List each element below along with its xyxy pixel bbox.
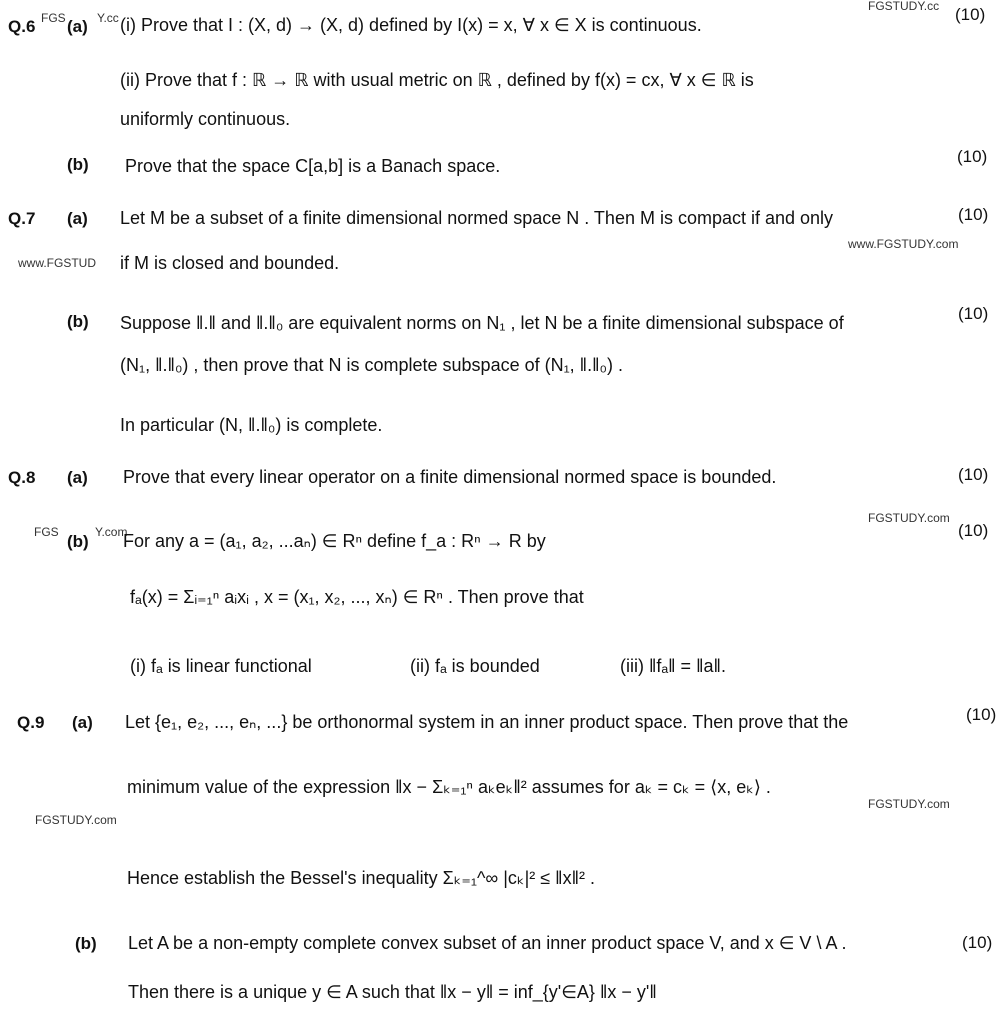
- part-label: (b): [75, 934, 97, 953]
- question-number: Q.9: [17, 713, 45, 732]
- marks: (10): [958, 205, 989, 224]
- question-text: For any a = (a₁, a₂, ...aₙ) ∈ Rⁿ define f_a : Rⁿ → R by: [123, 531, 546, 551]
- watermark: FGS: [34, 525, 59, 539]
- sub-part: (iii) ‖fₐ‖ = ‖a‖.: [620, 656, 726, 676]
- sub-part: (i) fₐ is linear functional: [130, 656, 312, 676]
- marks: (10): [958, 304, 989, 323]
- watermark: FGS: [41, 11, 66, 25]
- question-text: (N₁, ‖.‖₀) , then prove that N is complete subspace of (N₁, ‖.‖₀) .: [120, 355, 624, 375]
- marks: (10): [955, 5, 986, 24]
- question-text: Let M be a subset of a finite dimensional normed space N . Then M is compact if and only: [120, 208, 834, 228]
- question-number: Q.7: [8, 209, 36, 228]
- question-text: Let A be a non-empty complete convex subset of an inner product space V, and x ∈ V \ A .: [128, 933, 847, 953]
- watermark: www.FGSTUD: [18, 256, 96, 270]
- question-text: (i) Prove that I : (X, d) → (X, d) defined by I(x) = x, ∀ x ∈ X is continuous.: [120, 15, 702, 35]
- question-number: Q.8: [8, 468, 36, 487]
- watermark: FGSTUDY.com: [868, 797, 950, 811]
- question-text: if M is closed and bounded.: [120, 253, 340, 273]
- question-text: In particular (N, ‖.‖₀) is complete.: [120, 415, 383, 435]
- part-label: (b): [67, 532, 89, 551]
- watermark: FGSTUDY.com: [868, 511, 950, 525]
- question-text: Prove that every linear operator on a finite dimensional normed space is bounded.: [123, 467, 777, 487]
- marks: (10): [957, 147, 988, 166]
- marks: (10): [958, 521, 989, 540]
- watermark: www.FGSTUDY.com: [848, 237, 959, 251]
- watermark: FGSTUDY.com: [35, 813, 117, 827]
- marks: (10): [962, 933, 993, 952]
- question-text: fₐ(x) = Σᵢ₌₁ⁿ aᵢxᵢ , x = (x₁, x₂, ..., xₙ) ∈ Rⁿ . Then prove that: [130, 587, 584, 607]
- part-label: (a): [72, 713, 93, 732]
- question-text: Then there is a unique y ∈ A such that ‖x − y‖ = inf_{y'∈A} ‖x − y'‖: [128, 982, 657, 1002]
- marks: (10): [958, 465, 989, 484]
- watermark: FGSTUDY.cc: [868, 0, 940, 13]
- part-label: (b): [67, 312, 89, 331]
- question-number: Q.6: [8, 17, 36, 36]
- watermark: Y.com: [95, 525, 128, 539]
- sub-part: (ii) fₐ is bounded: [410, 656, 540, 676]
- question-text: Hence establish the Bessel's inequality Σₖ₌₁^∞ |cₖ|² ≤ ‖x‖² .: [127, 868, 596, 888]
- question-text: uniformly continuous.: [120, 109, 291, 129]
- question-text: Prove that the space C[a,b] is a Banach space.: [125, 156, 501, 176]
- question-text: minimum value of the expression ‖x − Σₖ₌₁ⁿ aₖeₖ‖² assumes for aₖ = cₖ = ⟨x, eₖ⟩ .: [127, 777, 771, 797]
- part-label: (a): [67, 468, 88, 487]
- question-text: (ii) Prove that f : ℝ → ℝ with usual metric on ℝ , defined by f(x) = cx, ∀ x ∈ ℝ is: [120, 70, 754, 90]
- part-label: (b): [67, 155, 89, 174]
- part-label: (a): [67, 209, 88, 228]
- marks: (10): [966, 705, 997, 724]
- question-text: Suppose ‖.‖ and ‖.‖₀ are equivalent norms on N₁ , let N be a finite dimensional subspace of: [120, 313, 844, 333]
- part-label: (a): [67, 17, 88, 36]
- question-text: Let {e₁, e₂, ..., eₙ, ...} be orthonormal system in an inner product space. Then prove that the: [125, 712, 849, 732]
- watermark: Y.cc: [97, 11, 119, 25]
